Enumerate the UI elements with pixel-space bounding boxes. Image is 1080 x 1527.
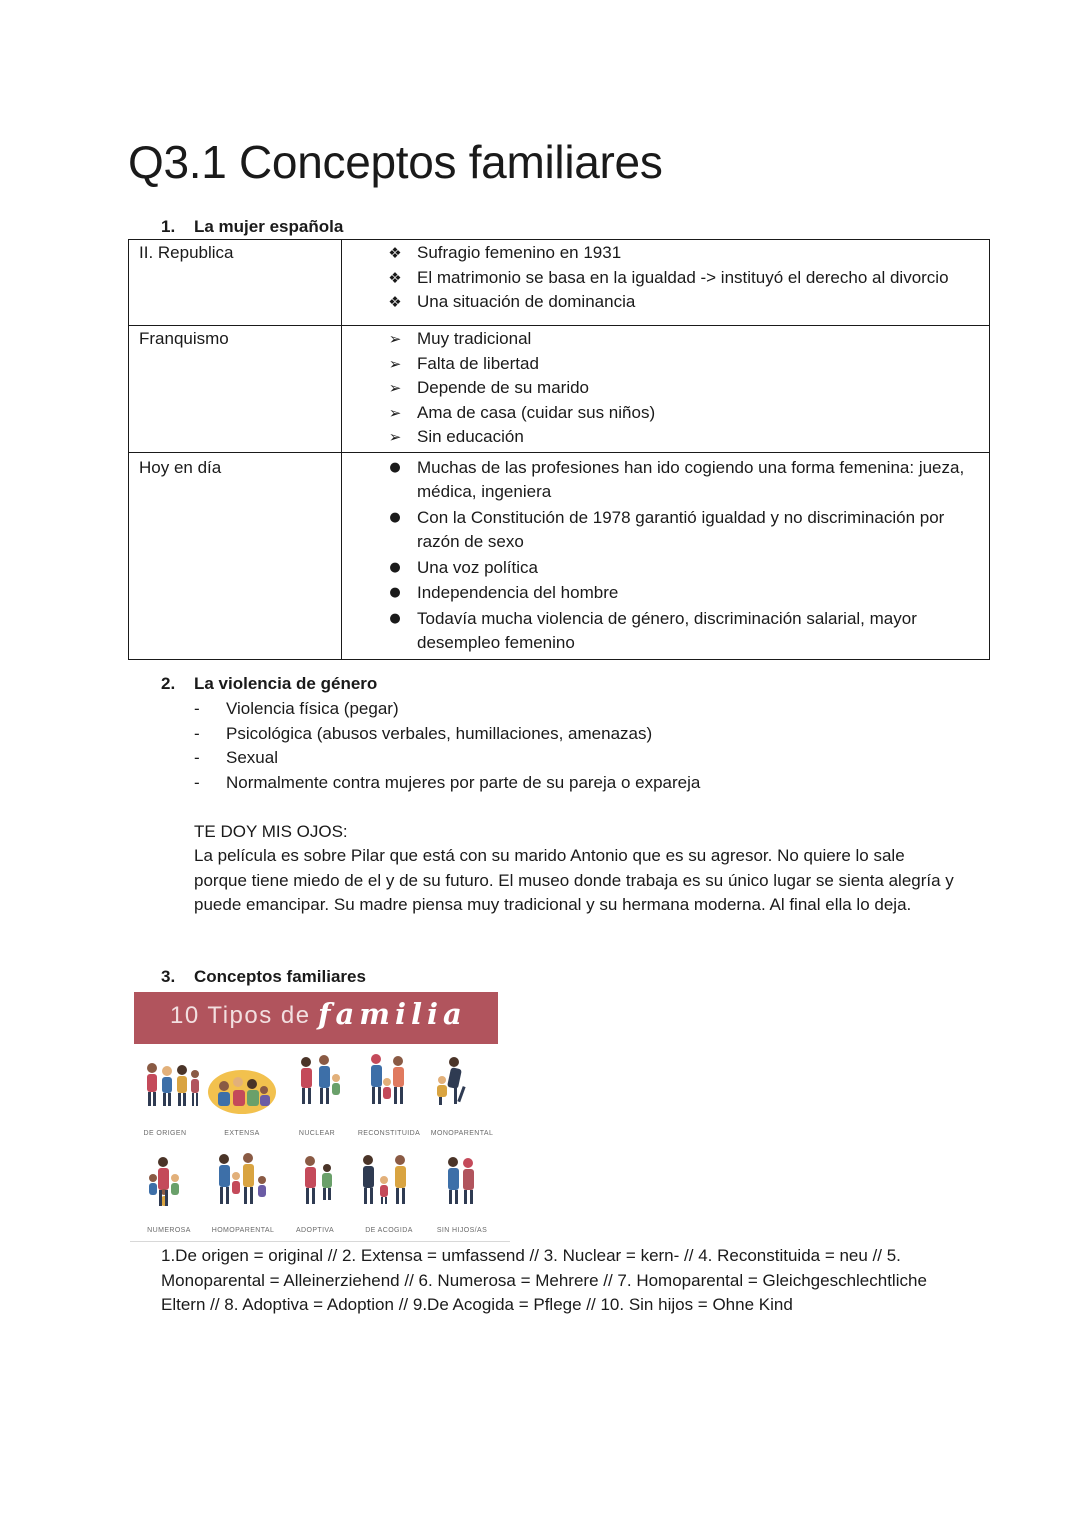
dot-bullet-icon: ● xyxy=(389,459,401,475)
section-title: La violencia de género xyxy=(194,674,378,693)
woman-history-table xyxy=(128,239,990,660)
arrow-bullet-icon: ➢ xyxy=(388,379,402,397)
list-item: - Normalmente contra mujeres por parte de su pareja o expareja xyxy=(194,771,700,796)
family-types-infographic xyxy=(128,990,512,1242)
family-sin-hijos-icon xyxy=(448,1157,474,1204)
point-item: ❖ Una situación de dominancia xyxy=(342,290,977,315)
family-nuclear-icon xyxy=(301,1055,340,1104)
glossary-text: 1.De origen = original // 2. Extensa = umfassend // 3. Nuclear = kern- // 4. Reconstituida = neu // 5. Monoparental = Alleinerziehend // 6. Numerosa = Mehrere // 7. Homoparental = Gleichgeschlechtliche Eltern // 8. Adoptiva = Adoption // 9.De Acogida = Pflege // 10. Sin hijos = Ohne Kind xyxy=(161,1246,927,1314)
family-numerosa-icon xyxy=(149,1157,179,1206)
dot-bullet-icon: ● xyxy=(389,509,401,525)
dot-bullet-icon: ● xyxy=(389,559,401,575)
section-title: Conceptos familiares xyxy=(194,967,366,986)
section-number: 2. xyxy=(161,674,176,693)
era-cell: Franquismo xyxy=(129,326,342,453)
point-item: ❖ El matrimonio se basa en la igualdad -> instituyó el derecho al divorcio xyxy=(342,266,977,291)
family-de-acogida-icon xyxy=(363,1155,406,1204)
table-row-hoy xyxy=(129,452,990,659)
family-de-origen-icon xyxy=(147,1063,199,1106)
family-type-label: EXTENSA xyxy=(224,1130,260,1137)
family-extensa-icon xyxy=(208,1070,276,1114)
family-type-label: ADOPTIVA xyxy=(295,1227,335,1234)
film-summary: La película es sobre Pilar que está con su marido Antonio que es su agresor. No quiere lo sale porque tiene miedo de el y de su futuro. El museo donde trabaja es su único lugar se sienta alegría y puede emancipar. Su madre piensa muy tradicional y su hermana moderna. Al final ella lo deja. xyxy=(194,846,954,914)
list-item: - Violencia física (pegar) xyxy=(194,697,700,722)
table-row-republica xyxy=(129,240,990,326)
diamond-bullet-icon: ❖ xyxy=(388,293,402,311)
section-title: La mujer española xyxy=(194,217,344,236)
banner-lead-text: 10 Tipos de xyxy=(170,1002,311,1029)
dash-bullet: - xyxy=(194,699,200,718)
family-type-label: DE ORIGEN xyxy=(143,1130,187,1137)
section-heading-violencia xyxy=(161,673,377,695)
page-title: Q3.1 Conceptos familiares xyxy=(128,136,663,188)
list-item: - Psicológica (abusos verbales, humillaciones, amenazas) xyxy=(194,722,700,747)
point-item: ➢ Ama de casa (cuidar sus niños) xyxy=(342,401,977,426)
family-illustrations xyxy=(128,990,512,1242)
family-type-label: NUMEROSA xyxy=(147,1227,191,1234)
point-item: ➢ Muy tradicional xyxy=(342,327,977,352)
points-cell xyxy=(342,326,990,453)
dash-bullet: - xyxy=(194,748,200,767)
family-type-label: DE ACOGIDA xyxy=(365,1227,413,1234)
point-item: ● Todavía mucha violencia de género, discriminación salarial, mayor desempleo femenino xyxy=(342,607,977,656)
points-cell xyxy=(342,240,990,326)
family-monoparental-icon xyxy=(437,1057,466,1105)
point-item: ❖ Sufragio femenino en 1931 xyxy=(342,241,977,266)
era-cell: Hoy en día xyxy=(129,452,342,659)
table-row-franquismo xyxy=(129,326,990,453)
diamond-bullet-icon: ❖ xyxy=(388,268,402,287)
list-item: - Sexual xyxy=(194,746,700,771)
family-adoptiva-icon xyxy=(305,1156,332,1204)
film-title: TE DOY MIS OJOS: xyxy=(194,822,348,841)
violence-types-list xyxy=(194,697,700,795)
point-item: ● Una voz política xyxy=(342,556,977,581)
arrow-bullet-icon: ➢ xyxy=(388,403,402,422)
point-item: ➢ Sin educación xyxy=(342,425,977,450)
section-number: 3. xyxy=(161,967,176,986)
section-heading-mujer xyxy=(161,216,343,238)
diamond-bullet-icon: ❖ xyxy=(388,244,402,262)
banner-script-text: familia xyxy=(318,997,467,1031)
dot-bullet-icon: ● xyxy=(389,610,401,626)
point-item: ➢ Falta de libertad xyxy=(342,352,977,377)
arrow-bullet-icon: ➢ xyxy=(388,330,402,348)
family-type-label: HOMOPARENTAL xyxy=(211,1227,275,1234)
section-number: 1. xyxy=(161,217,176,236)
dash-bullet: - xyxy=(194,723,200,743)
infographic-divider xyxy=(130,1241,510,1242)
dot-bullet-icon: ● xyxy=(389,585,401,600)
family-reconstituida-icon xyxy=(371,1054,404,1104)
point-item: ➢ Depende de su marido xyxy=(342,376,977,401)
family-type-label: NUCLEAR xyxy=(298,1130,336,1137)
points-cell xyxy=(342,452,990,659)
point-item: ● Con la Constitución de 1978 garantió igualdad y no discriminación por razón de sexo xyxy=(342,506,977,555)
arrow-bullet-icon: ➢ xyxy=(388,354,402,373)
section-heading-conceptos xyxy=(161,966,366,988)
family-type-label: MONOPARENTAL xyxy=(430,1130,494,1137)
dash-bullet: - xyxy=(194,772,200,792)
point-item: ● Independencia del hombre xyxy=(342,581,977,606)
arrow-bullet-icon: ➢ xyxy=(388,428,402,446)
family-type-label: RECONSTITUIDA xyxy=(357,1130,421,1137)
family-homoparental-icon xyxy=(219,1153,266,1204)
point-item: ● Muchas de las profesiones han ido cogiendo una forma femenina: jueza, médica, ingeniera xyxy=(342,456,977,505)
family-type-label: SIN HIJOS/AS xyxy=(436,1227,488,1234)
era-cell: II. Republica xyxy=(129,240,342,326)
